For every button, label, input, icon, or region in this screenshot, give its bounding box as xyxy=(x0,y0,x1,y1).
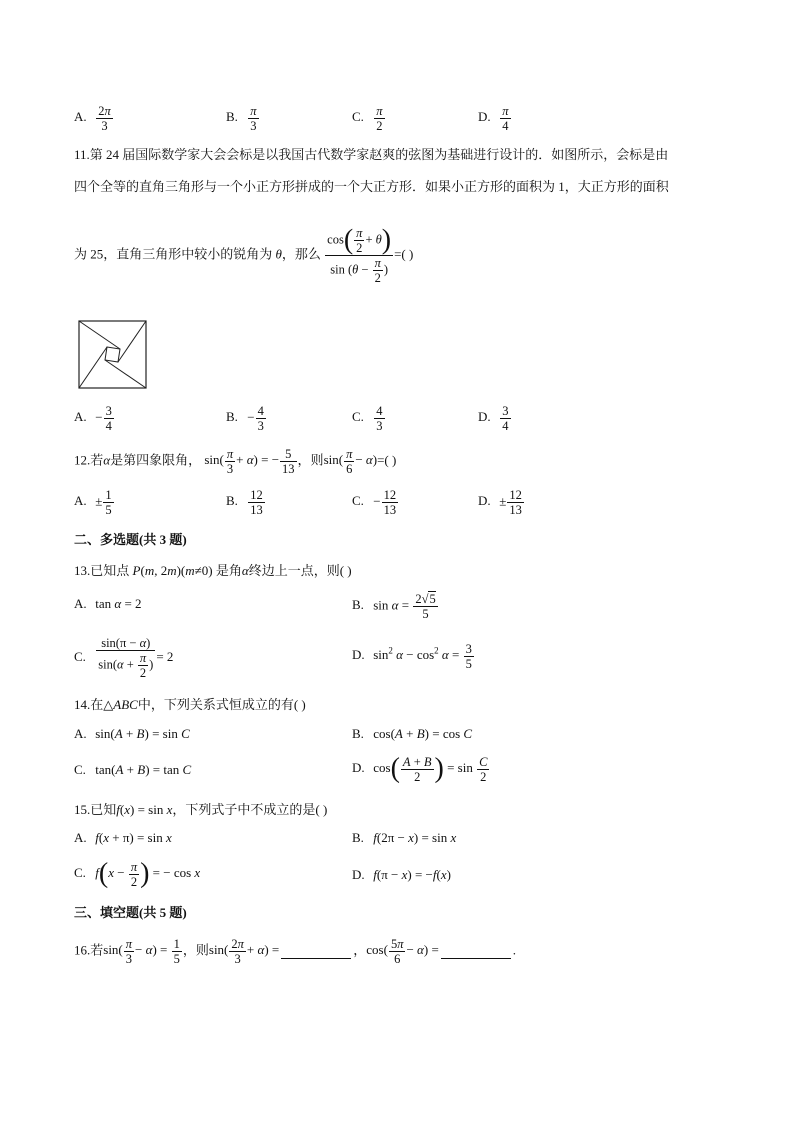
option-label: A. xyxy=(74,109,87,125)
q13-option-d: D. $\sin^2 \alpha - \cos^2 \alpha$ = $\frac{3}{5}$ xyxy=(352,642,472,671)
q11-option-a: A. − $\frac{3}{4}$ xyxy=(74,404,112,433)
q12-option-b: B. $\frac{12}{13}$ xyxy=(226,488,263,517)
section-fill-in: 三、填空题(共 5 题) xyxy=(74,905,187,920)
q14-option-a: A. sin(A + B) = sin C xyxy=(74,726,190,741)
option-label: D. xyxy=(352,647,365,663)
option-label: A. xyxy=(74,596,87,611)
option-label: D. xyxy=(478,493,491,509)
text: ， xyxy=(353,942,367,958)
q13-stem: 13.已知点 P(m, 2m)(m≠0) 是角α终边上一点，则( ) xyxy=(74,563,352,578)
option-label: B. xyxy=(352,726,364,741)
q14-stem: 14.在△ABC中，下列关系式恒成立的有( ) xyxy=(74,697,306,712)
text: 14.在 xyxy=(74,697,104,712)
q11-line2: 四个全等的直角三角形与一个小正方形拼成的一个大正方形．如果小正方形的面积为 1，大正方形的面积 xyxy=(74,179,669,194)
theta: θ xyxy=(275,246,282,262)
q13-option-b: B. sin α = $\frac{2√5}{5}$ xyxy=(352,592,436,621)
q10-option-a: A. $\frac{2\pi}{3}$ xyxy=(74,104,111,133)
text: 是角 xyxy=(215,563,242,578)
zhao-shuang-diagram xyxy=(78,320,148,390)
option-label: C. xyxy=(352,409,364,425)
q12-option-d: D. ± $\frac{12}{13}$ xyxy=(478,488,522,517)
section-multiple-choice: 二、多选题(共 3 题) xyxy=(74,532,187,547)
option-label: B. xyxy=(226,493,238,509)
text: 12.若 xyxy=(74,452,104,468)
q10-option-d: D. $\frac{\pi}{4}$ xyxy=(478,104,509,133)
q14-option-d: D. cos( $\frac{A + B}{2}$ ) = sin $\frac{C}{2}$ xyxy=(352,753,488,785)
text: 15.已知 xyxy=(74,802,117,817)
option-label: B. xyxy=(352,830,364,845)
option-label: A. xyxy=(74,830,87,845)
q13-option-c: C. sin(π − α) sin(α + $\frac{\pi}{2}$ ) = 2 xyxy=(74,636,174,680)
option-label: A. xyxy=(74,493,87,509)
option-label: D. xyxy=(478,109,491,125)
answer-blank-2[interactable] xyxy=(441,944,511,959)
text: 13.已知点 xyxy=(74,563,130,578)
q15-option-d: D. f(π − x) = −f(x) xyxy=(352,867,451,882)
q11-line1: 11.第 24 届国际数学家大会会标是以我国古代数学家赵爽的弦图为基础进行设计的．如图所示，会标是由 xyxy=(74,147,669,162)
answer-blank-1[interactable] xyxy=(281,944,351,959)
text: . xyxy=(512,942,517,958)
q16-stem: 16.若sin( $\frac{\pi}{3}$ − α) = $\frac{1}{5}$ ，则sin( $\frac{2\pi}{3}$ + α) = ，cos( $\frac{5\pi}{6}$ − α) = . xyxy=(74,937,517,966)
option-label: D. xyxy=(352,867,365,882)
q15-option-b: B. f(2π − x) = sin x xyxy=(352,830,457,845)
text: ，那么 xyxy=(281,246,321,262)
q13-option-a: A. tan α = 2 xyxy=(74,596,142,611)
option-label: B. xyxy=(226,409,238,425)
option-label: C. xyxy=(352,493,364,509)
q11-option-c: C. $\frac{4}{3}$ xyxy=(352,404,383,433)
text: 中，下列关系式恒成立的有( ) xyxy=(137,697,306,712)
option-label: B. xyxy=(226,109,238,125)
q12-option-c: C. − $\frac{12}{13}$ xyxy=(352,488,397,517)
q14-option-c: C. tan(A + B) = tan C xyxy=(74,762,192,777)
q11-option-b: B. − $\frac{4}{3}$ xyxy=(226,404,264,433)
text: 是第四象限角， xyxy=(110,452,202,468)
option-label: C. xyxy=(74,865,86,881)
q11-fraction: cos( $\frac{\pi}{2}$ + θ) sin (θ − $\frac{\pi}{2}$ ) xyxy=(327,224,392,285)
text: =( ) xyxy=(377,452,397,468)
text: =( ) xyxy=(394,246,414,262)
option-label: A. xyxy=(74,409,87,425)
option-label: A. xyxy=(74,726,87,741)
option-label: B. xyxy=(352,597,364,613)
text: ，则 xyxy=(182,942,209,958)
text: ，下列式子中不成立的是( ) xyxy=(172,802,328,817)
q10-option-c: C. $\frac{\pi}{2}$ xyxy=(352,104,383,133)
q15-option-a: A. f(x + π) = sin x xyxy=(74,830,172,845)
q14-option-b: B. cos(A + B) = cos C xyxy=(352,726,473,741)
q11-option-d: D. $\frac{3}{4}$ xyxy=(478,404,509,433)
q12-stem: 12.若α是第四象限角， sin( $\frac{\pi}{3}$ + α) = − $\frac{5}{13}$ ，则sin( $\frac{\pi}{6}$ − α)=( ) xyxy=(74,447,397,476)
q15-stem: 15.已知f(x) = sin x，下列式子中不成立的是( ) xyxy=(74,802,328,817)
text: 为 25，直角三角形中较小的锐角为 xyxy=(74,246,273,262)
option-label: C. xyxy=(352,109,364,125)
text: 16.若 xyxy=(74,942,104,958)
text: ，则 xyxy=(297,452,324,468)
option-label: D. xyxy=(478,409,491,425)
option-label: D. xyxy=(352,760,365,776)
q15-option-c: C. f(x − $\frac{\pi}{2}$ ) = − cos x xyxy=(74,858,201,890)
q12-option-a: A. ± $\frac{1}{5}$ xyxy=(74,488,112,517)
q10-option-b: B. $\frac{\pi}{3}$ xyxy=(226,104,257,133)
option-label: C. xyxy=(74,762,86,777)
q11-line3 xyxy=(74,226,413,285)
text: 终边上一点，则( ) xyxy=(248,563,352,578)
option-label: C. xyxy=(74,648,86,664)
